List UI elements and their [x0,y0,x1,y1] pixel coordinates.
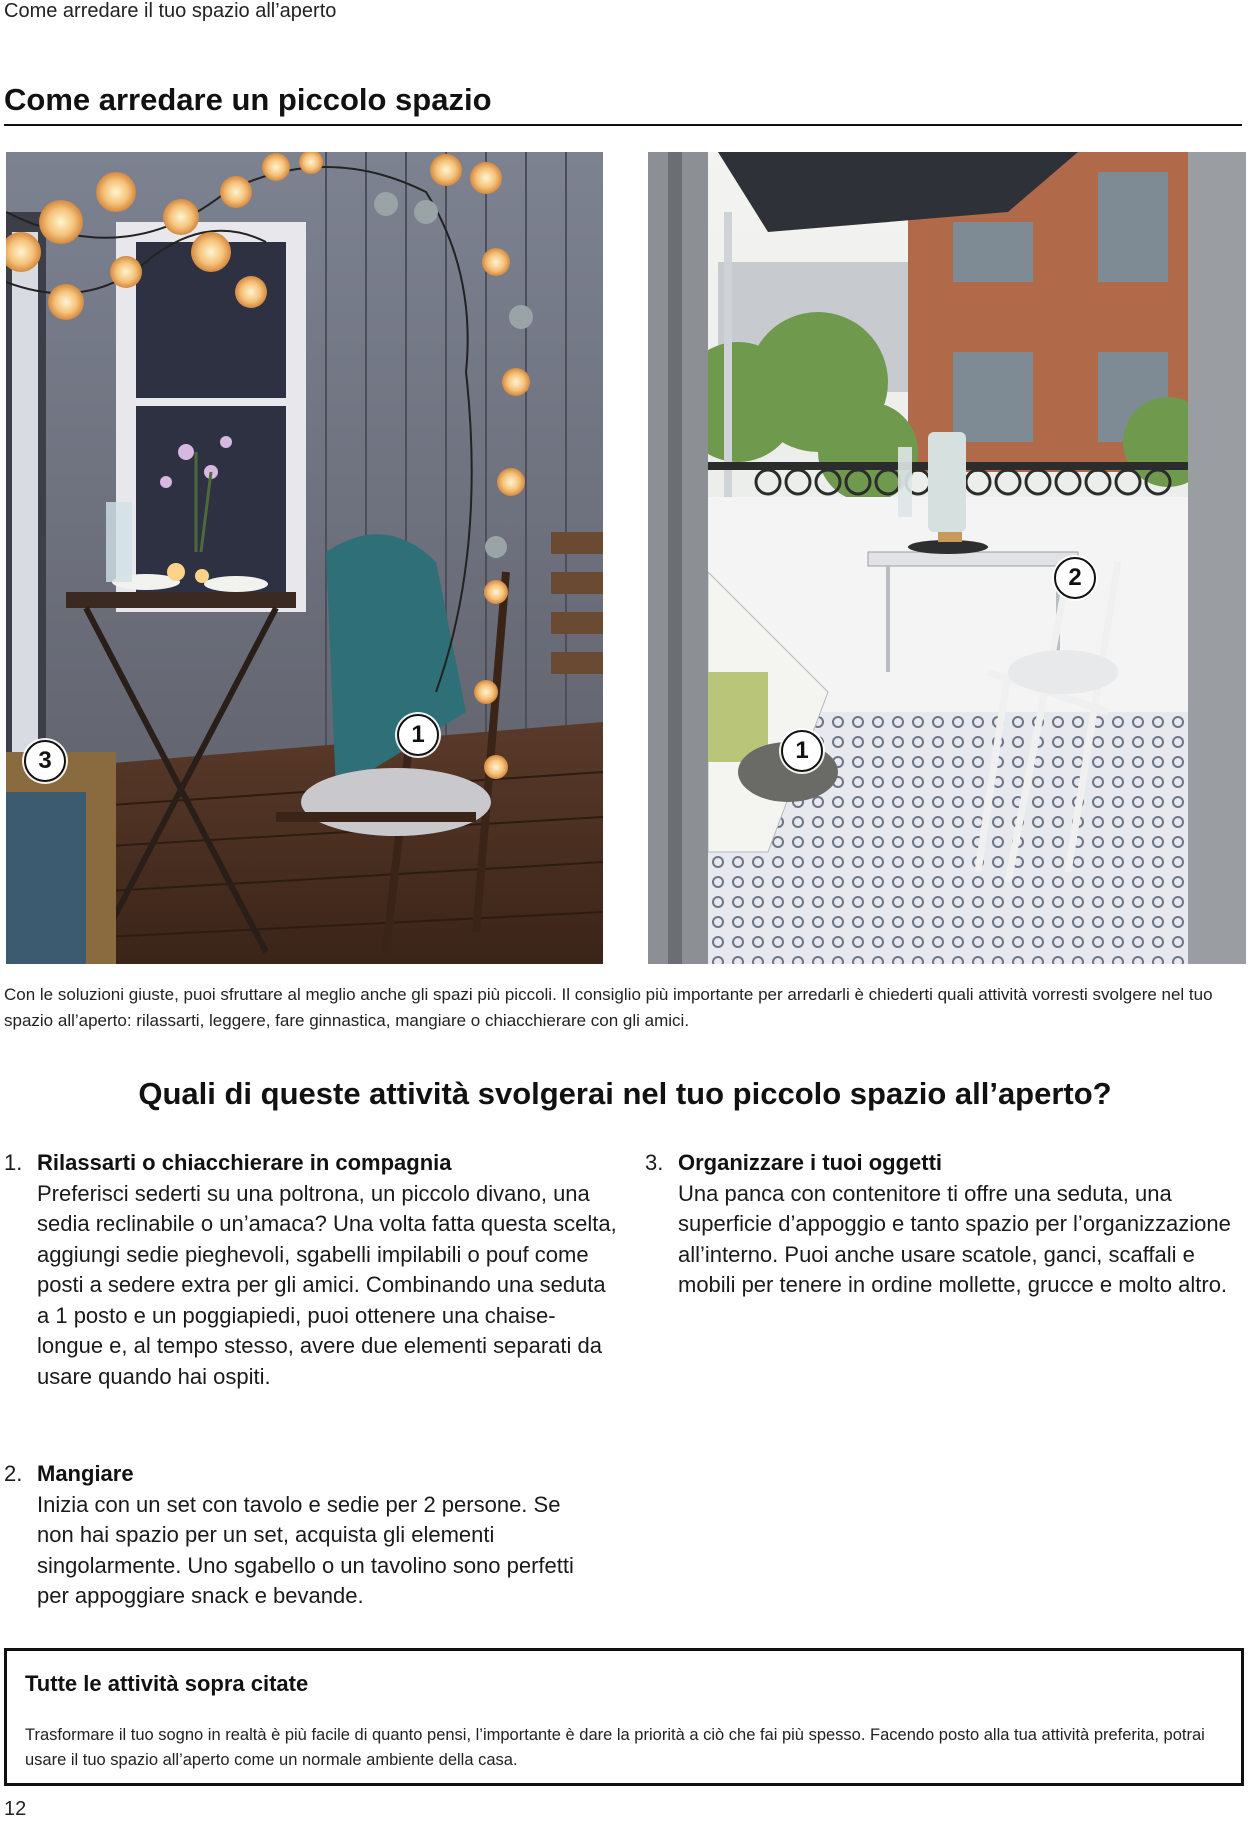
page-number: 12 [4,1798,27,1820]
activity-text: Preferisci sederti su una poltrona, un piccolo divano, una sedia reclinabile o un’amaca? Una volta fatta questa scelta, aggiungi sedie pieghevoli, sgabelli impilabili o pouf come posti a sedere extra per gli amici. Combinando una seduta a 1 posto e un poggiapiedi, puoi ottenere una chaise-longue e, al tempo stesso, avere due elementi separati da usare quando hai ospiti. [37,1180,617,1389]
activity-body [678,1148,1248,1301]
page-title: Come arredare un piccolo spazio [4,82,492,117]
product-marker-1: 1 [397,714,439,756]
section-header: Come arredare il tuo spazio all’aperto [4,0,337,22]
all-activities-title: Tutte le attività sopra citate [25,1671,309,1696]
activity-number: 3. [645,1150,664,1175]
balcony-evening-photo [6,152,603,964]
activity-number: 2. [4,1461,23,1486]
product-marker-2: 2 [1054,557,1096,599]
title-divider [4,124,1242,126]
all-activities-text: Trasformare il tuo sogno in realtà è più facile di quanto pensi, l’importante è dare la priorità a ciò che fai più spesso. Facendo posto alla tua attività preferita, potrai usare il tuo spazio all’aperto come un normale ambiente della casa. [25,1726,1205,1769]
product-marker-3: 3 [24,740,66,782]
intro-paragraph: Con le soluzioni giuste, puoi sfruttare al meglio anche gli spazi più piccoli. Il consiglio più importante per arredarli è chiederti quali attività vorresti svolgere nel tuo spazio all’aperto: rilassarti, leggere, fare ginnastica, mangiare o chiacchierare con gli amici. [4,985,1213,1030]
activity-item [645,1148,1245,1348]
activity-title: Rilassarti o chiacchierare in compagnia [37,1150,452,1175]
activity-number: 1. [4,1150,23,1175]
activity-item [4,1148,624,1428]
product-marker-1: 1 [781,730,823,772]
balcony-evening-illustration [6,152,603,964]
activity-body [37,1459,577,1612]
activity-item [4,1459,624,1619]
activity-text: Una panca con contenitore ti offre una seduta, una superficie d’appoggio e tanto spazio per l’organizzazione all’interno. Puoi anche usare scatole, ganci, scaffali e mobili per tenere in ordine mollette, grucce e molto altro. [678,1180,1231,1297]
balcony-daytime-photo [648,152,1246,964]
activity-title: Mangiare [37,1461,134,1486]
activity-title: Organizzare i tuoi oggetti [678,1150,943,1175]
activity-body [37,1148,617,1392]
question-heading: Quali di queste attività svolgerai nel tuo piccolo spazio all’aperto? [138,1076,1112,1111]
balcony-daytime-illustration [648,152,1246,964]
activity-text: Inizia con un set con tavolo e sedie per 2 persone. Se non hai spazio per un set, acquista gli elementi singolarmente. Uno sgabello o un tavolino sono perfetti per appoggiare snack e bevande. [37,1491,574,1608]
all-activities-box [4,1648,1244,1786]
